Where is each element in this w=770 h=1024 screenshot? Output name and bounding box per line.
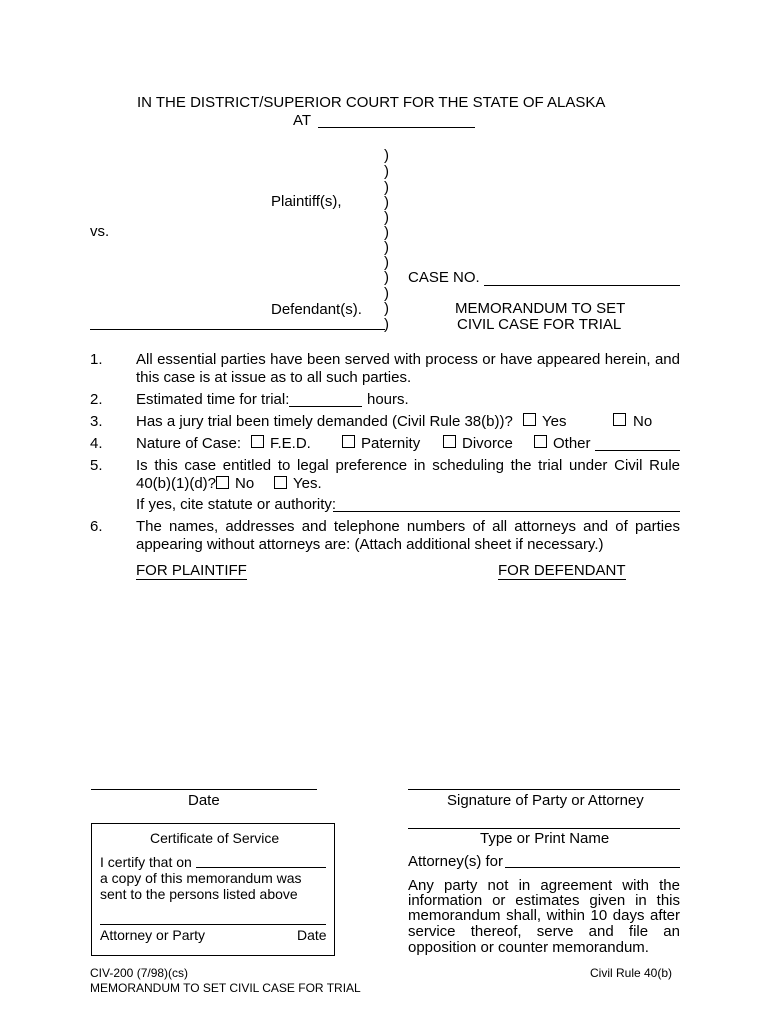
signature-line[interactable] bbox=[408, 789, 680, 790]
preference-no-checkbox[interactable] bbox=[216, 476, 229, 489]
court-heading: IN THE DISTRICT/SUPERIOR COURT FOR THE STATE OF ALASKA bbox=[137, 94, 606, 111]
item5-text-line1: Is this case entitled to legal preference in scheduling the trial under Civil Rule bbox=[136, 457, 680, 474]
item1-text-line1: All essential parties have been served with process or have appeared herein, and bbox=[136, 351, 680, 368]
memo-title-line1: MEMORANDUM TO SET bbox=[455, 300, 626, 317]
case-fed-checkbox[interactable] bbox=[251, 435, 264, 448]
signature-label: Signature of Party or Attorney bbox=[447, 792, 644, 809]
certificate-line2: a copy of this memorandum was bbox=[100, 870, 302, 886]
case-other-label: Other bbox=[553, 435, 591, 452]
case-no-field[interactable] bbox=[484, 285, 680, 286]
notice-line3: memorandum shall, within 10 days after bbox=[408, 907, 680, 924]
case-paternity-label: Paternity bbox=[361, 435, 421, 452]
plaintiff-label: Plaintiff(s), bbox=[271, 193, 342, 210]
form-title-footer: MEMORANDUM TO SET CIVIL CASE FOR TRIAL bbox=[90, 981, 361, 995]
item-number: 3. bbox=[90, 413, 103, 430]
preference-no-label: No bbox=[235, 475, 255, 492]
trial-hours-field[interactable] bbox=[289, 406, 362, 407]
preference-yes-label: Yes. bbox=[293, 475, 322, 492]
item-number: 4. bbox=[90, 435, 103, 452]
date-label: Date bbox=[188, 792, 220, 809]
case-other-field[interactable] bbox=[595, 450, 680, 451]
jury-no-label: No bbox=[633, 413, 653, 430]
cite-authority-label: If yes, cite statute or authority: bbox=[136, 496, 337, 513]
item3-label: Has a jury trial been timely demanded (Civil Rule 38(b))? bbox=[136, 413, 513, 430]
case-paternity-checkbox[interactable] bbox=[342, 435, 355, 448]
caption-paren: ) bbox=[384, 254, 389, 271]
certificate-line3: sent to the persons listed above bbox=[100, 886, 298, 902]
cite-authority-field[interactable] bbox=[333, 511, 680, 512]
caption-paren: ) bbox=[384, 147, 389, 164]
form-code: CIV-200 (7/98)(cs) bbox=[90, 966, 189, 980]
date-signature-line[interactable] bbox=[91, 789, 317, 790]
certificate-title: Certificate of Service bbox=[150, 830, 280, 846]
caption-paren: ) bbox=[384, 239, 389, 256]
notice-line5: opposition or counter memorandum. bbox=[408, 939, 649, 956]
case-fed-label: F.E.D. bbox=[270, 435, 311, 452]
item1-text-line2: this case is at issue as to all such parties. bbox=[136, 369, 412, 386]
notice-line4: service thereof, serve and file an bbox=[408, 923, 680, 940]
caption-paren: ) bbox=[384, 194, 389, 211]
certificate-attorney-label: Attorney or Party bbox=[100, 927, 206, 943]
item5-text-line2: 40(b)(1)(d)? bbox=[136, 475, 217, 492]
jury-yes-label: Yes bbox=[542, 413, 567, 430]
at-location-field[interactable] bbox=[318, 127, 475, 128]
for-defendant-heading: FOR DEFENDANT bbox=[498, 562, 626, 579]
item6-text-line2: appearing without attorneys are: (Attach additional sheet if necessary.) bbox=[136, 536, 604, 553]
jury-yes-checkbox[interactable] bbox=[523, 413, 536, 426]
preference-yes-checkbox[interactable] bbox=[274, 476, 287, 489]
item-number: 6. bbox=[90, 518, 103, 535]
defendant-name-field[interactable] bbox=[90, 329, 385, 330]
item-number: 2. bbox=[90, 391, 103, 408]
print-name-line[interactable] bbox=[408, 828, 680, 829]
jury-no-checkbox[interactable] bbox=[613, 413, 626, 426]
notice-line2: information or estimates given in this bbox=[408, 892, 680, 909]
caption-paren: ) bbox=[384, 285, 389, 302]
item2-suffix: hours. bbox=[367, 391, 409, 408]
caption-paren: ) bbox=[384, 163, 389, 180]
vs-label: vs. bbox=[90, 223, 110, 240]
case-divorce-label: Divorce bbox=[462, 435, 513, 452]
caption-paren: ) bbox=[384, 300, 389, 317]
defendant-label: Defendant(s). bbox=[271, 301, 362, 318]
case-divorce-checkbox[interactable] bbox=[443, 435, 456, 448]
case-no-label: CASE NO. bbox=[408, 269, 480, 286]
certificate-signature-line[interactable] bbox=[100, 924, 326, 925]
item4-label: Nature of Case: bbox=[136, 435, 242, 452]
caption-paren: ) bbox=[384, 209, 389, 226]
caption-paren: ) bbox=[384, 269, 389, 286]
certificate-date-field[interactable] bbox=[196, 867, 326, 868]
civil-rule-footer: Civil Rule 40(b) bbox=[590, 966, 673, 980]
certificate-date-label: Date bbox=[297, 927, 327, 943]
certificate-line1: I certify that on bbox=[100, 854, 192, 870]
caption-paren: ) bbox=[384, 224, 389, 241]
caption-paren: ) bbox=[384, 316, 389, 333]
memo-title-line2: CIVIL CASE FOR TRIAL bbox=[457, 316, 622, 333]
item-number: 1. bbox=[90, 351, 103, 368]
item2-label: Estimated time for trial: bbox=[136, 391, 290, 408]
attorney-for-field[interactable] bbox=[505, 867, 680, 868]
case-other-checkbox[interactable] bbox=[534, 435, 547, 448]
for-plaintiff-heading: FOR PLAINTIFF bbox=[136, 562, 247, 579]
item6-text-line1: The names, addresses and telephone numbers of all attorneys and of parties bbox=[136, 518, 680, 535]
at-label: AT bbox=[293, 112, 312, 129]
caption-paren: ) bbox=[384, 179, 389, 196]
print-name-label: Type or Print Name bbox=[480, 830, 610, 847]
attorney-for-label: Attorney(s) for bbox=[408, 853, 504, 870]
item-number: 5. bbox=[90, 457, 103, 474]
notice-line1: Any party not in agreement with the bbox=[408, 877, 680, 894]
